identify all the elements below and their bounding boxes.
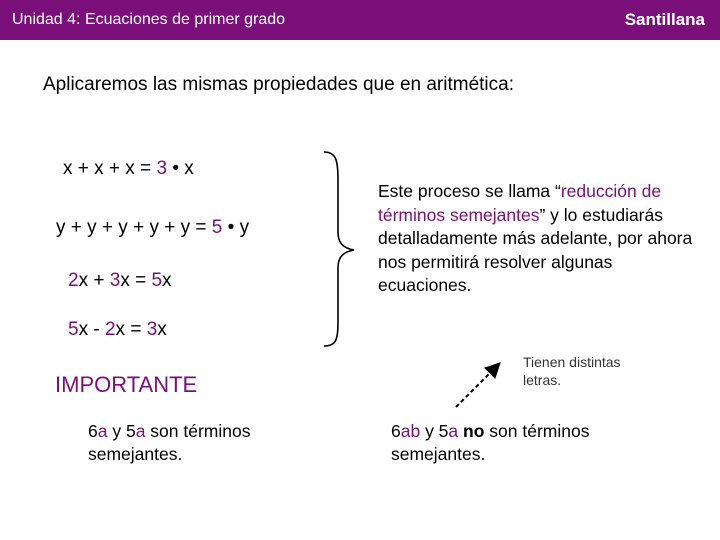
equation-4-coef-b: 2 [104,319,116,340]
equation-3-coef-b: 3 [109,270,121,291]
note-left-var-2: a [135,421,146,441]
note-left-var-1: a [97,421,108,441]
explanation-highlight: reducción de términos semejantes [378,181,662,225]
explanation-part-1: Este proceso se llama “ [378,181,561,201]
explanation-text [378,180,698,298]
equation-2-rest: • y [222,217,250,238]
equation-3 [68,270,172,292]
note-right-no: no [458,421,485,441]
note-right-coef-1: 6 [391,421,401,441]
equation-3-var-b: x = [120,270,152,291]
equation-4-var-a: x - [78,319,105,340]
note-left-end: son términos semejantes. [88,421,251,464]
note-non-similar-terms [391,420,621,466]
equation-4-coef-c: 3 [146,319,158,340]
note-right-mid: y 5 [420,421,449,441]
note-left-coef-1: 6 [88,421,98,441]
equation-4-var-b: x = [115,319,147,340]
intro-text: Aplicaremos las mismas propiedades que en aritmética: [43,74,514,95]
equation-2-lhs: y + y + y + y + y = [56,217,212,238]
important-heading: IMPORTANTE [55,372,198,397]
equation-4-var-c: x [157,319,167,340]
equation-1-coef: 3 [156,158,168,179]
note-left-mid: y 5 [107,421,136,441]
equation-1 [63,158,194,180]
equation-4-coef-a: 5 [68,319,79,340]
equation-2 [56,217,249,239]
note-right-var-1: ab [400,421,421,441]
equation-1-lhs: x + x + x = [63,158,157,179]
equation-3-coef-a: 2 [68,270,79,291]
equation-3-coef-c: 5 [151,270,163,291]
header-bar [0,0,720,40]
dashed-arrow-icon [450,355,510,415]
equation-4 [68,319,167,341]
equation-1-rest: • x [167,158,194,179]
publisher-name: Santillana [624,10,705,29]
equation-2-coef: 5 [211,217,223,238]
arrow-label: Tienen distintas letras. [523,354,621,388]
explanation-part-2: ” y lo estudiarás detalladamente más adelante, por ahora nos permitirá resolver algunas ecuaciones. [378,204,693,295]
unit-title: Unidad 4: Ecuaciones de primer grado [12,11,286,28]
note-right-end: son términos semejantes. [391,421,590,464]
note-right-var-2: a [448,421,459,441]
note-similar-terms [88,420,308,466]
equation-3-var-a: x + [78,270,110,291]
equation-3-var-c: x [162,270,172,291]
curly-brace [320,150,370,350]
